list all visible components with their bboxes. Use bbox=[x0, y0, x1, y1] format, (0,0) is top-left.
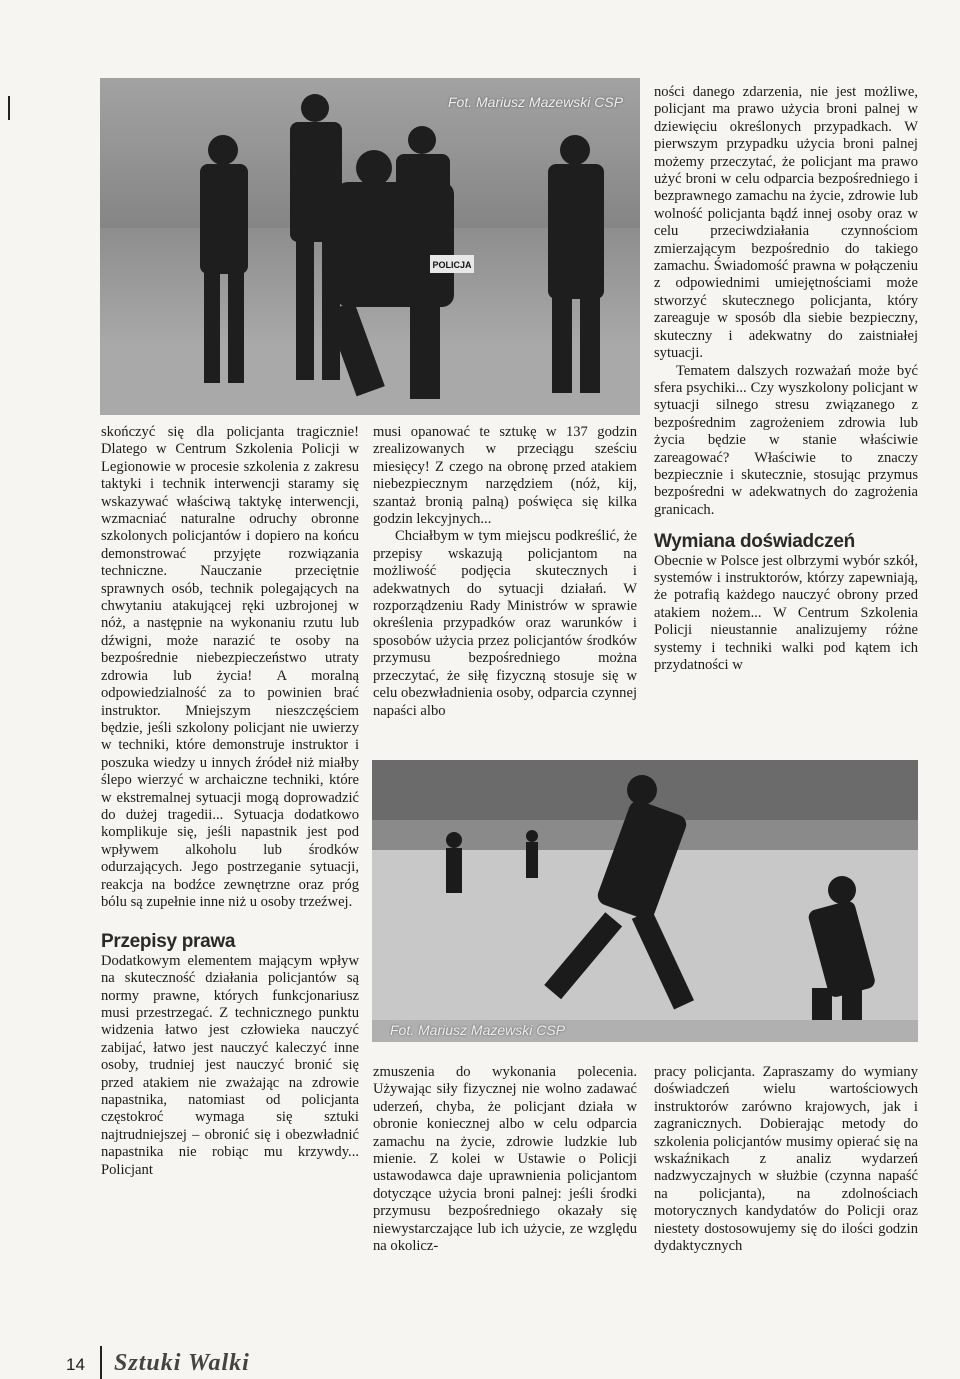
folio-divider bbox=[100, 1346, 102, 1379]
paragraph: ności danego zdarzenia, nie jest możliwe, policjant ma prawo użycia broni palnej w dziewięciu określonych przypadkach. W pierwszym przypadku użycia broni palnej możemy przeczytać, że policjant ma prawo użyć broni w celu odparcia bezpośredniego i bezprawnego zamachu na życie, zdrowie lub wolność policjanta bądź innej osoby oraz w celu przeciwdziałania czynnościom zmierzającym bezpośrednio do takiego zamachu. Świadomość prawna w połączeniu z odpowiednimi umiejętnościami może stworzyć skutecznego policjanta, który zareaguje w sposób dla siebie bezpieczny, skuteczny i adekwatny do zaistniałej sytuacji. bbox=[654, 84, 918, 362]
paragraph: pracy policjanta. Zapraszamy do wymiany doświadczeń wielu wartościowych instruktorów zarówno krajowych, jak i zagranicznych. Dobierając metody do szkolenia policjantów musimy opierać się na wskaźnikach z analiz wydarzeń nadzwyczajnych w służbie (czynna napaść na policjanta), na zdolnościach motorycznych kandydatów do Policji oraz niestety dostosowujemy się do ilości godzin dydaktycznych bbox=[654, 1064, 918, 1255]
police-badge: POLICJA bbox=[432, 260, 472, 270]
article-column-middle-top bbox=[373, 424, 637, 720]
paragraph: musi opanować te sztukę w 137 godzin zrealizowanych w przeciągu sześciu miesięcy! Z czego na obronę przed atakiem niebezpiecznym narzędziem (nóż, kij, szantaż bronią palną) poświęca się kilka godzin lekcyjnych... bbox=[373, 424, 637, 528]
paragraph: Dodatkowym elementem mającym wpływ na skuteczność działania policjantów są normy prawne, których funkcjonariusz musi przestrzegać. Z technicznego punktu widzenia łatwo jest człowieka nauczyć zabijać, łatwo jest nauczyć kaleczyć inne osoby, trudniej jest nauczyć bronić się przed atakiem nie zważając na zdrowie napastnika, natomiast od policjanta częstokroć wymaga się sztuki najtrudniejszej – obronić się i obezwładnić napastnika nie robiąc mu krzywdy... Policjant bbox=[101, 952, 359, 1178]
section-heading-przepisy: Przepisy prawa bbox=[101, 931, 236, 953]
paragraph: Chciałbym w tym miejscu podkreślić, że przepisy wskazują policjantom na możliwość podjęcia skutecznych i adekwatnych do sytuacji działań. W rozporządzeniu Rady Ministrów w sprawie określenia przypadków oraz warunków i sposobów użycia przez policjantów środków przymusu bezpośredniego można przeczytać, że siłę fizyczną stosuje się w celu obezwładnienia osoby, odparcia czynnej napaści albo bbox=[373, 528, 637, 719]
paragraph: zmuszenia do wykonania polecenia. Używając siły fizycznej nie wolno zadawać uderzeń, chyba, że policjant działa w obronie koniecznej albo w celu odparcia zamachu na życie, zdrowie ludzkie lub mienie. Z kolei w Ustawie o Policji ustawodawca daje uprawnienia policjantom dotyczące użycia broni palnej: jeśli środki przymusu bezpośredniego okazały się niewystarczające lub ich użycie, ze względu na okolicz- bbox=[373, 1064, 637, 1255]
article-column-left bbox=[101, 424, 359, 1179]
training-photo-top-image bbox=[100, 78, 640, 415]
training-photo-bottom-image bbox=[372, 760, 918, 1042]
article-column-right-bottom bbox=[654, 1064, 918, 1255]
paragraph: Tematem dalszych rozważań może być sfera psychiki... Czy wyszkolony policjant w sytuacji silnego stresu związanego z bezpośrednim zagrożeniem zdrowia lub życia będzie w stanie właściwie zareagować? Właściwie to znaczy bezpiecznie i skutecznie, stosując przymus bezpośredni w adekwatnych do zagrożenia granicach. bbox=[654, 362, 918, 518]
article-column-right-top bbox=[654, 84, 918, 674]
photo-credit-top: Fot. Mariusz Mazewski CSP bbox=[448, 94, 624, 110]
photo-credit-bottom: Fot. Mariusz Mazewski CSP bbox=[390, 1022, 566, 1038]
page-edge-mark bbox=[8, 96, 10, 120]
paragraph: Obecnie w Polsce jest olbrzymi wybór szkół, systemów i instruktorów, którzy zapewniają, że potrafią każdego nauczyć obrony przed atakiem nożem... W Centrum Szkolenia Policji nieustannie analizujemy różne systemy i techniki walki pod kątem ich przydatności w bbox=[654, 552, 918, 673]
article-column-middle-bottom bbox=[373, 1064, 637, 1255]
section-heading-wymiana: Wymiana doświadczeń bbox=[654, 531, 855, 553]
page-number: 14 bbox=[66, 1355, 85, 1374]
training-photo-bottom bbox=[372, 760, 918, 1042]
magazine-logo: Sztuki Walki bbox=[114, 1350, 250, 1376]
paragraph: skończyć się dla policjanta tragicznie! Dlatego w Centrum Szkolenia Policji w Legionowie w procesie szkolenia z zakresu taktyki i technik interwencji staramy się wskazywać właściwą taktykę interwencji, wzmacniać naturalne odruchy obronne szkolonych policjantów i dopiero na końcu demonstrować przyjęte rozwiązania techniczne. Nauczanie przeciętnie sprawnych osób, technik polegających na chwytaniu atakującej ręki uzbrojonej w nóż, a następnie na wykonaniu rzutu lub dźwigni, może narazić te osoby na bezpośrednie niebezpieczeństwo utraty zdrowia lub życia! A moralną odpowiedzialność za to powinien brać instruktor. Mniejszym nieszczęściem będzie, jeśli szkolony policjant nie uwierzy w techniki, które demonstruje instruktor i poszuka wiedzy u innych źródeł niż miałby ślepo wierzyć w archaiczne techniki, które w ekstremalnej sytuacji mogą doprowadzić do dużej tragedii... Sytuacja dodatkowo komplikuje się, jeśli napastnik jest pod wpływem alkoholu lub środków odurzających. Jego postrzeganie sytuacji, reakcja na bodźce zewnętrzne oraz próg bólu są zupełnie inne niż u osoby trzeźwej. bbox=[101, 424, 359, 910]
training-photo-top bbox=[100, 78, 640, 415]
